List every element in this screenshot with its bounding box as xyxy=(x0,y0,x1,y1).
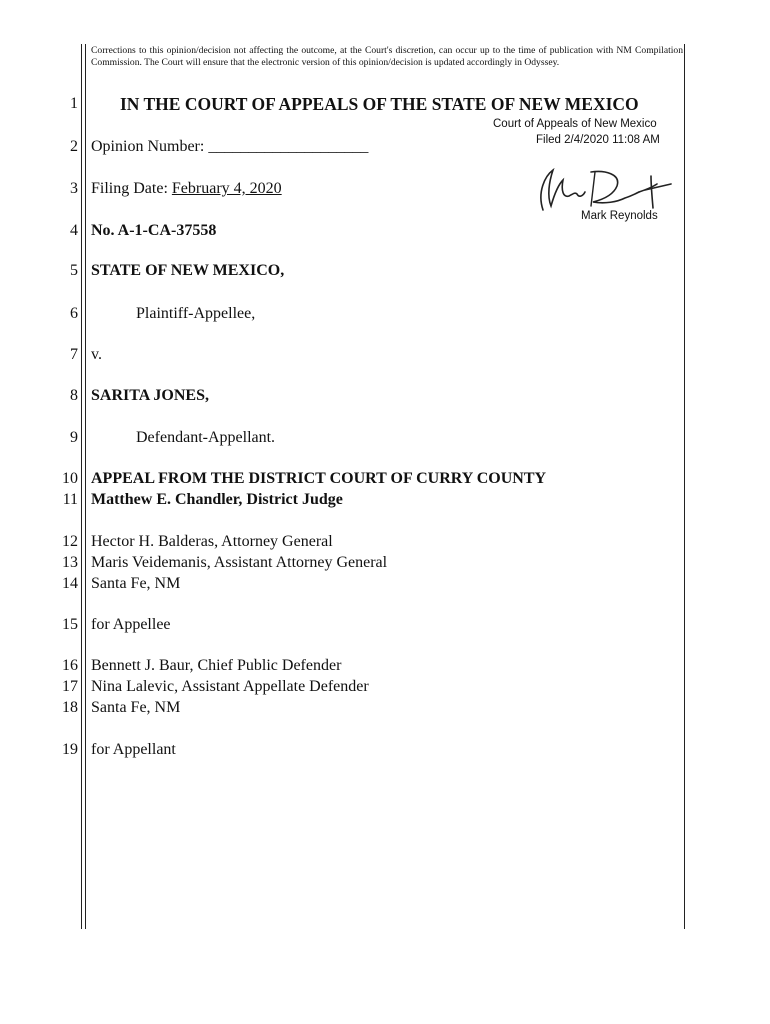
appellant-counsel-line: Santa Fe, NM xyxy=(91,699,181,716)
appellee-counsel-line: Hector H. Balderas, Attorney General xyxy=(91,533,333,550)
for-appellant: for Appellant xyxy=(91,741,176,758)
left-margin-rule-inner xyxy=(85,44,86,929)
case-number: No. A-1-CA-37558 xyxy=(91,222,217,239)
filing-date-line xyxy=(91,179,282,199)
corrections-notice: Corrections to this opinion/decision not affecting the outcome, at the Court's discretion, can occur up to the time of publication with NM Compilation Commission. The Court will ensure that the electronic version of this opinion/decision is updated accordingly in Odyssey. xyxy=(91,45,683,69)
line-number: 17 xyxy=(62,678,78,695)
filing-date: February 4, 2020 xyxy=(171,180,282,197)
line-number: 3 xyxy=(70,180,78,197)
versus: v. xyxy=(91,346,102,363)
line-number: 7 xyxy=(70,346,78,363)
line-number: 9 xyxy=(70,429,78,446)
line-number: 12 xyxy=(62,533,78,550)
line-number: 5 xyxy=(70,262,78,279)
line-number: 11 xyxy=(62,491,78,508)
line-number: 6 xyxy=(70,305,78,322)
appellant-counsel-line: Nina Lalevic, Assistant Appellate Defender xyxy=(91,678,369,695)
filing-date-label: Filing Date: xyxy=(91,180,172,197)
appellee-counsel-line: Santa Fe, NM xyxy=(91,575,181,592)
line-number: 13 xyxy=(62,554,78,571)
line-number: 2 xyxy=(70,138,78,155)
stamp-court: Court of Appeals of New Mexico xyxy=(493,118,657,130)
opinion-number: Opinion Number: ____________________ xyxy=(91,138,369,155)
plaintiff-role: Plaintiff-Appellee, xyxy=(136,305,256,322)
right-margin-rule xyxy=(684,44,685,929)
line-number: 10 xyxy=(62,470,78,487)
district-judge: Matthew E. Chandler, District Judge xyxy=(91,491,343,508)
line-number: 8 xyxy=(70,387,78,404)
plaintiff-name: STATE OF NEW MEXICO, xyxy=(91,262,285,279)
line-number: 18 xyxy=(62,699,78,716)
line-number: 4 xyxy=(70,222,78,239)
stamp-signer: Mark Reynolds xyxy=(581,210,658,222)
stamp-filed: Filed 2/4/2020 11:08 AM xyxy=(536,134,660,146)
for-appellee: for Appellee xyxy=(91,616,171,633)
court-title: IN THE COURT OF APPEALS OF THE STATE OF NEW MEXICO xyxy=(120,94,639,114)
defendant-role: Defendant-Appellant. xyxy=(136,429,276,446)
line-number: 16 xyxy=(62,657,78,674)
line-number: 14 xyxy=(62,575,78,592)
left-margin-rule xyxy=(81,44,82,929)
line-number: 19 xyxy=(62,741,78,758)
line-number: 15 xyxy=(62,616,78,633)
appellant-counsel-line: Bennett J. Baur, Chief Public Defender xyxy=(91,657,342,674)
appeal-from: APPEAL FROM THE DISTRICT COURT OF CURRY COUNTY xyxy=(91,470,547,487)
defendant-name: SARITA JONES, xyxy=(91,387,209,404)
line-number: 1 xyxy=(70,95,78,112)
appellee-counsel-line: Maris Veidemanis, Assistant Attorney General xyxy=(91,554,388,571)
